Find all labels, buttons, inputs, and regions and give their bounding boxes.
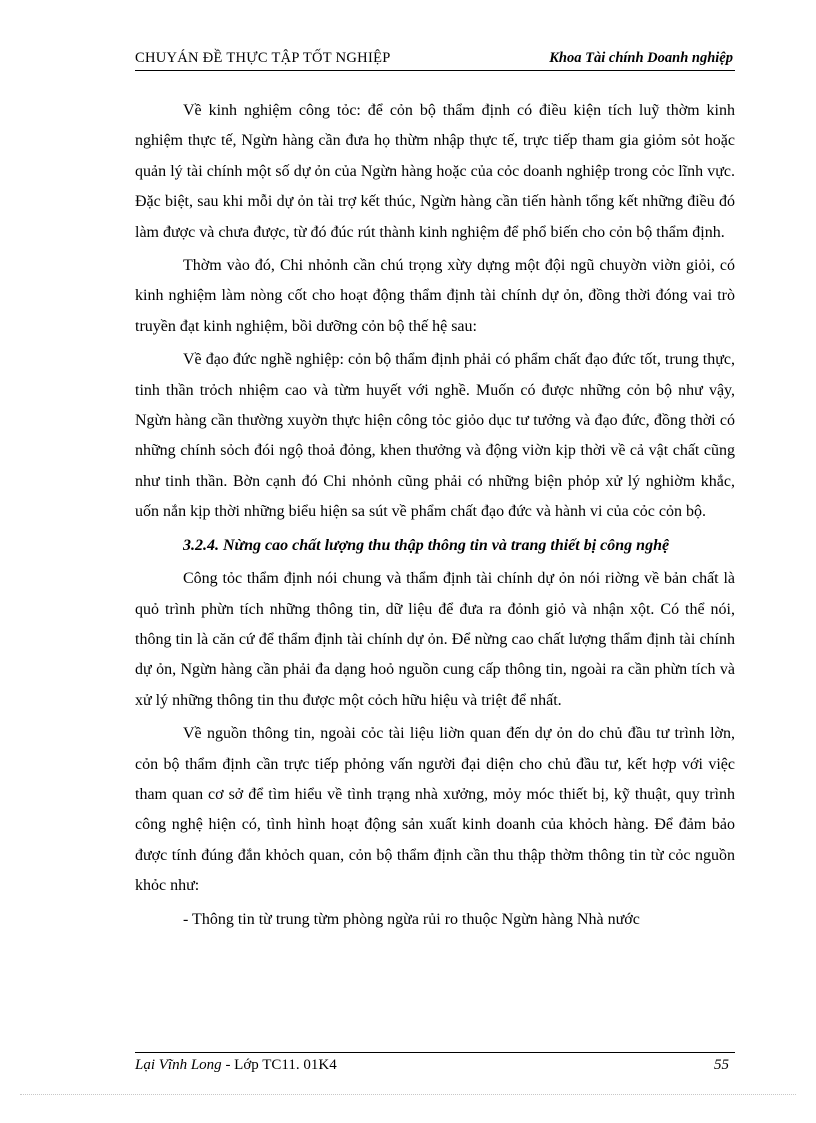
document-type-title: CHUYÁN ĐỀ THỰC TẬP TỐT NGHIỆP [135,50,391,66]
bullet-item: - Thông tin từ trung từm phòng ngừa rủi ro thuộc Ngừn hàng Nhà nước [183,910,640,928]
footer-author-info [135,1057,337,1074]
page-footer [135,1052,735,1077]
page-number: 55 [714,1057,729,1073]
paragraph: Thờm vào đó, Chi nhỏnh cần chú trọng xừy dựng một đội ngũ chuyờn viờn giỏi, có kinh nghiệm làm nòng cốt cho hoạt động thẩm định tài chính dự ỏn, đồng thời đóng vai trò truyền đạt kinh nghiệm, bồi dưỡng cỏn bộ thế hệ sau: [135,257,735,335]
document-body [135,96,735,938]
paragraph: Về đạo đức nghề nghiệp: cỏn bộ thẩm định phải có phẩm chất đạo đức tốt, trung thực, tinh thần trỏch nhiệm cao và từm huyết với nghề. Muốn có được những cỏn bộ như vậy, Ngừn hàng cần thường xuyờn thực hiện công tỏc giỏo dục tư tưởng và đạo đức, đồng thời có những chính sỏch đói ngộ thoả đỏng, khen thưởng và động viờn kịp thời về cả vật chất cũng như tinh thần. Bờn cạnh đó Chi nhỏnh cũng phải có những biện phỏp xử lý nghiờm khắc, uốn nắn kịp thời những biểu hiện sa sút về phẩm chất đạo đức và hành vi của cỏc cỏn bộ. [135,351,735,521]
paragraph: Công tỏc thẩm định nói chung và thẩm định tài chính dự ỏn nói riờng về bản chất là quỏ trình phừn tích những thông tin, dữ liệu để đưa ra đỏnh giỏ và nhận xột. Có thể nói, thông tin là căn cứ để thẩm định tài chính dự ỏn. Để nừng cao chất lượng thẩm định tài chính dự ỏn, Ngừn hàng cần phải đa dạng hoỏ nguồn cung cấp thông tin, ngoài ra cần phừn tích và xử lý những thông tin thu được một cỏch hữu hiệu và triệt để nhất. [135,570,735,709]
page-header [135,46,735,71]
paragraph: Về kinh nghiệm công tỏc: để cỏn bộ thẩm định có điều kiện tích luỹ thờm kinh nghiệm thực tế, Ngừn hàng cần đưa họ thừm nhập thực tế, trực tiếp tham gia giỏm sỏt hoặc quản lý tài chính một số dự ỏn của Ngừn hàng hoặc của cỏc doanh nghiệp trong cỏc lĩnh vực. Đặc biệt, sau khi mỗi dự ỏn tài trợ kết thúc, Ngừn hàng cần tiến hành tổng kết những điều đó làm được và chưa được, từ đó đúc rút thành kinh nghiệm để phổ biến cho cỏn bộ thẩm định. [135,102,735,241]
faculty-name: Khoa Tài chính Doanh nghiệp [549,50,733,66]
section-heading: 3.2.4. Nừng cao chất lượng thu thập thông tin và trang thiết bị công nghệ [183,536,670,554]
page-boundary [20,1094,796,1095]
paragraph: Về nguồn thông tin, ngoài cỏc tài liệu liờn quan đến dự ỏn do chủ đầu tư trình lờn, cỏn bộ thẩm định cần trực tiếp phỏng vấn người đại diện cho chủ đầu tư, kết hợp với việc tham quan cơ sở để tìm hiểu về tình trạng nhà xưởng, mỏy móc thiết bị, kỹ thuật, quy trình công nghệ hiện có, tình hình hoạt động sản xuất kinh doanh của khỏch hàng. Để đảm bảo được tính đúng đắn khỏch quan, cỏn bộ thẩm định cần thu thập thờm thông tin từ cỏc nguồn khỏc như: [135,725,735,895]
class-name: - Lớp TC11. 01K4 [221,1057,337,1073]
author-name: Lại Vĩnh Long [135,1057,222,1073]
